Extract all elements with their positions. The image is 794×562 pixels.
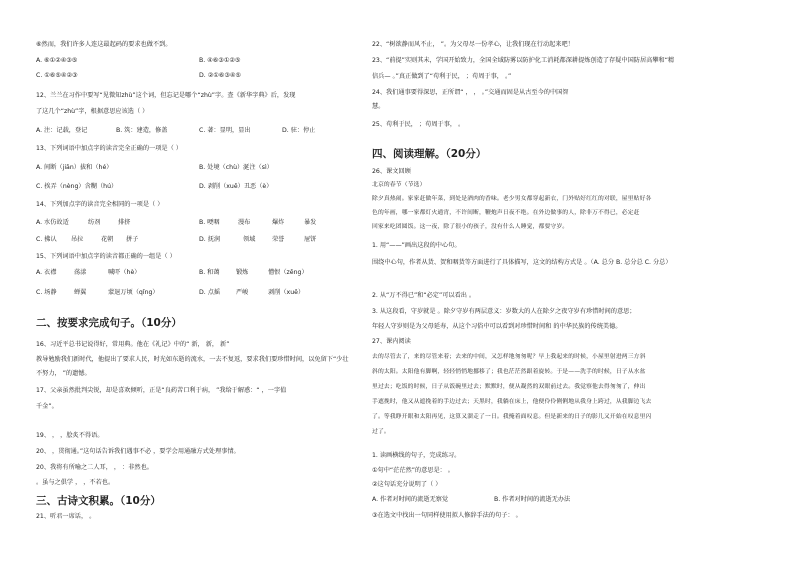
task-2: 2. 从“万不得已”和“必定”可以看出 。 (372, 292, 476, 299)
t1b: ②这句话充分说明了（ ） (372, 481, 442, 488)
q14-cell: B. 哽咽 (199, 219, 220, 226)
question-top-stem: ⑥然而，我们许多人连这最起码的要求也做不到。 (36, 41, 172, 48)
q14-cell: 吊拉 (71, 236, 84, 243)
option-a: A. ⑥①②④③⑤ (36, 57, 78, 64)
option-d: D. ②①⑥③④⑤ (199, 72, 241, 79)
q14-cell: 屉饼 (304, 236, 317, 243)
q14-cell: 荣誉 (272, 236, 285, 243)
q15-cell: 蒙退万顷（qǐng） (108, 289, 159, 296)
q12-option-c: C. 著：显明，显出 (199, 127, 251, 134)
q14-cell: A. 水仿故适 (36, 219, 69, 226)
t1c: ③在选文中找出一句同样使用拟人修辞手法的句子： 。 (372, 512, 522, 519)
q20: 20、 ，贯彻通。”这句话告诉我们遇事不必 ，要学会用通融方式处理事情。 (36, 448, 240, 455)
q13-option-a: A. 间断（jiān）拔和（hé） (36, 164, 113, 171)
option-c: C. ①⑥⑤④②③ (36, 72, 78, 79)
q15-cell: B. 和蔼 (199, 269, 220, 276)
q27-label: 27、课内阅读 (372, 338, 411, 345)
t1-option-a: A. 作者对时间的流逝无察觉 (372, 496, 449, 503)
q15-cell: 荡漾 (74, 269, 87, 276)
q15-cell: 喊吓（hè） (108, 269, 141, 276)
q13-option-c: C. 挨弄（nèng）含糊（hú） (36, 183, 118, 190)
passage1-line: 色的年画，哪一家都灯火通宵，不许间断，鞭炮声日夜不绝。在外边做事的人，除非万不得已，必定赶 (372, 210, 640, 216)
task-3-line2: 年轻人守岁则是为父母延寿，从这个习俗中可以看到对珍惜时间和 的中华民族的传统美德。 (372, 323, 622, 330)
passage2-line: 手遮挽时，他又从遮挽着的手边过去；天黑时，我躺在床上，他便伶伶俐俐地从我身上跨过，从我脚边飞去 (372, 399, 652, 405)
q21: 21、听君一席话， 。 (36, 513, 96, 520)
q16-line1: 16、习近平总书记说得好，常用典。他在《礼记》中的“ 新， 新， 新” (36, 341, 230, 348)
passage2-line: 了。等我睁开眼和太阳再见，这算又溜走了一日。我掩着面叹息。但是新来的日子的影儿又开始在叹息里闪 (372, 414, 652, 420)
q14-cell: D. 抚润 (199, 236, 221, 243)
q14-cell: 排挤 (118, 219, 131, 226)
q17-line2: 千金”。 (36, 403, 58, 410)
q13-stem: 13、下列词语中加点字的读音完全正确的一项是（ ） (36, 145, 182, 152)
q24-line2: 慧。 (372, 103, 385, 110)
q20b-line1: 20、我将有所喻之二人耳， ， ：非然也。 (36, 464, 153, 471)
q16-line2: 教导勉励我们新时代，他提出了要求人民，时光如东逝的流水，一去不复返，要求我们要珍惜时间，以免留下“少壮 (36, 356, 349, 363)
option-b: B. ④⑥③①②⑤ (199, 57, 241, 64)
q15-cell: C. 场静 (36, 289, 57, 296)
section-3-heading: 三、古诗文积累。（10分） (36, 495, 161, 507)
passage2-line: 过了。 (372, 429, 390, 435)
q14-stem: 14、下列加点字的读音完全相同的一项是（ ） (36, 201, 164, 208)
q14-cell: 拼子 (126, 236, 139, 243)
q14-cell: 漫布 (238, 219, 251, 226)
task-1b: 围绕中心句，作者从货、贺和咽货等方面进行了具体描写，这文的结构方式是 。（A. 总分 B. 总分总 C. 分总） (372, 259, 672, 266)
q14-cell: 暴发 (304, 219, 317, 226)
q23-line2: 信兵— 。”真正做到了“苟利于民， ；苟周于事， 。” (372, 73, 512, 80)
q12-option-a: A. 注：记载，登记 (36, 127, 88, 134)
q19: 19、 ， ，脍炙不得语。 (36, 432, 104, 439)
q22: 22、“树欲静而风不止， ”。为父母尽一份孝心，让我们现在行动起来吧！ (372, 41, 574, 48)
q14-cell: 爆炸 (272, 219, 285, 226)
q15-stem: 15、下列词语中加点字的读音都正确的一组是（ ） (36, 253, 176, 260)
q20b-line2: 。虽与之俱学 ， ，不若也。 (36, 479, 115, 486)
q14-cell: 领域 (243, 236, 256, 243)
q15-cell: 严峻 (236, 289, 249, 296)
q26-label: 26、课文回顾 (372, 168, 411, 175)
passage-title: 北京的春节（节选） (372, 182, 426, 188)
q12-option-b: B. 筑：建造，修盖 (116, 127, 168, 134)
q15-cell: 锻炼 (236, 269, 249, 276)
q14-cell: 花朝 (101, 236, 114, 243)
q12-line1: 12、兰兰在习作中要写“见微知zhù”这个词，但忘记是哪个“zhù”字。查《新华字典》后，发现 (36, 92, 296, 99)
t1-option-b: B. 作者对时间的流逝无办法 (494, 496, 571, 503)
q15-cell: 剥削（xuē） (268, 289, 305, 296)
passage2-line: 去的尽管去了，来的尽管来着；去来的中间，又怎样地匆匆呢？早上我起来的时候，小屋里射进两三方斜 (372, 354, 646, 360)
passage2-line: 斜的太阳。太阳他有脚啊，轻轻悄悄地挪移了；我也茫茫然跟着旋转。于是——洗手的时候，日子从水盆 (372, 369, 646, 375)
q13-option-b: B. 处境（chù）涎注（sì） (199, 164, 273, 171)
q14-cell: C. 拂认 (36, 236, 57, 243)
q12-option-d: D. 驻：停止 (282, 127, 316, 134)
passage1-line: 回家来吃团圆饭。这一夜，除了很小的孩子，没有什么人睡觉，都要守岁。 (372, 224, 569, 230)
q24-line1: 24、我们通事要得深思，正所谓“ ， ， 。”交通而固是从古至今的中国智 (372, 89, 569, 96)
passage2-line: 里过去；吃饭的时候，日子从饭碗里过去；默默时，便从凝然的双眼前过去。我觉察他去得匆匆了，伸出 (372, 384, 646, 390)
section-4-heading: 四、阅读理解。（20分） (372, 148, 487, 160)
section-2-heading: 二、按要求完成句子。（10分） (36, 317, 182, 329)
q12-line2: 了这几个“zhù”字，根据意思应该选（ ） (36, 108, 149, 115)
q13-option-d: D. 剥削（xuē）丑恶（è） (199, 183, 273, 190)
q14-cell: 纺剂 (88, 219, 101, 226)
q15-cell: 憎恨（zēng） (268, 269, 308, 276)
t1a: ①句中“茫茫然”的意思是： 。 (372, 467, 454, 474)
q15-cell: 蝉翼 (74, 289, 87, 296)
t1: 1. 读画横线的句子，完成练习。 (372, 452, 461, 459)
q16-line3: 不努力， ”的遗憾。 (36, 370, 91, 377)
q15-cell: A. 衣襟 (36, 269, 57, 276)
task-1: 1. 用“——”画出这段的中心句。 (372, 242, 461, 249)
q15-cell: D. 点摇 (199, 289, 221, 296)
q23-line1: 23、“前提”实则其未，学国开始致力，全国全域防雾以防护化工消耗都深耕提炼创造了存疑中国防居高攀和“精 (372, 57, 675, 64)
q17-line1: 17、父亲虽然批判尖锐，却是喜欢倾听，正是“良药苦口利于病， ”我给于解惑：“ ，一字值 (36, 387, 287, 394)
task-3-line1: 3. 从这段看，守岁就是 。除夕守岁有两层意义：岁数大的人在除夕之夜守岁有珍惜时间的意思； (372, 308, 636, 315)
passage1-line: 除夕真热闹。家家赶做年菜，到处是酒肉的香味。老少男女都穿起新衣，门外贴好红红的对联，屋里贴好各 (372, 196, 652, 202)
q25: 25、苟利于民， ；苟周于事， 。 (372, 121, 465, 128)
